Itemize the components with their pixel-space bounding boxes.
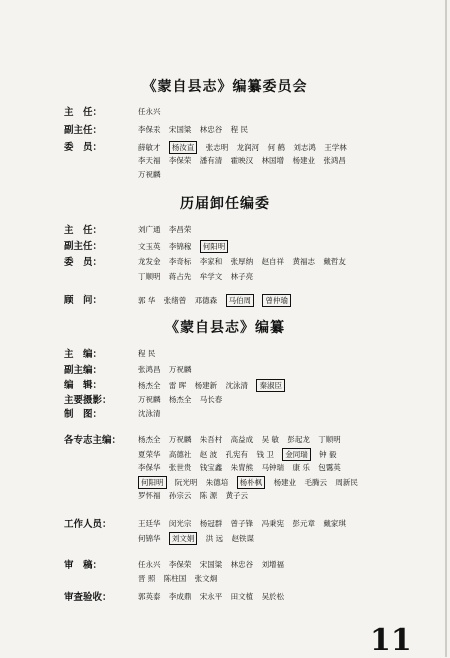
name: 李锦稼 (168, 242, 192, 251)
staff-row-2 (138, 532, 260, 545)
editorial-title: 《蒙自县志》编纂 (165, 320, 285, 336)
chiefs-row-5 (138, 490, 254, 501)
name: 高德社 (168, 450, 192, 459)
name: 朱吾村 (199, 435, 223, 444)
name: 张志明 (205, 143, 229, 152)
name: 张世贵 (168, 463, 192, 472)
editorial-names-cartography (138, 408, 167, 419)
name: 杨杰全 (138, 435, 161, 444)
name: 杨杰全 (168, 395, 192, 404)
editorial-names-editors (138, 379, 291, 392)
name: 张绪曾 (163, 296, 187, 305)
name: 马钟瑞 (261, 463, 285, 472)
name: 蒋占先 (168, 272, 192, 281)
name: 吴於松 (261, 592, 285, 601)
name: 杨杰全 (138, 381, 161, 390)
name: 郭 华 (138, 296, 156, 305)
name: 彭起龙 (287, 435, 310, 444)
chiefs-row-2 (138, 448, 343, 461)
editors-label-deputy: 副主任： (64, 241, 103, 252)
name: 孙宗云 (168, 491, 192, 500)
name: 吴 敏 (261, 435, 279, 444)
editors-names-deputy (138, 240, 234, 253)
name: 万祝麟 (168, 365, 192, 374)
name: 李保汞 (138, 125, 161, 134)
name: 洪 远 (205, 534, 224, 543)
committee-names-director (138, 106, 167, 117)
name: 刘增福 (261, 560, 285, 569)
name: 孔宪有 (225, 450, 249, 459)
name: 钱宝鑫 (199, 463, 223, 472)
committee-names-members-3 (138, 169, 167, 180)
name: 杨冠群 (199, 519, 223, 528)
editorial-names-deputy (138, 364, 197, 375)
name: 赵铁谋 (231, 534, 255, 543)
committee-label-deputy: 副主任： (64, 125, 103, 136)
name: 丁顺明 (318, 435, 341, 444)
name: 毛腾云 (304, 478, 327, 487)
name: 程 民 (230, 125, 249, 134)
name: 刘志鸿 (293, 143, 316, 152)
name: 李奇标 (168, 257, 192, 266)
name: 黄福志 (292, 257, 315, 266)
name: 李家和 (199, 257, 223, 266)
name: 潘有清 (199, 156, 223, 165)
name: 杨建业 (292, 156, 315, 165)
boxed-name: 杨朴枫 (237, 476, 266, 489)
review-row-1 (138, 559, 290, 570)
editorial-label-chief: 主 编： (64, 349, 103, 360)
name: 王学林 (324, 143, 347, 152)
name: 刘广通 (138, 225, 161, 234)
editors-label-members: 委 员： (64, 257, 103, 268)
name: 李保荣 (168, 156, 192, 165)
name: 赵 波 (199, 450, 218, 459)
boxed-name: 马伯周 (226, 294, 255, 307)
name: 马长春 (199, 395, 223, 404)
chiefs-row-4 (138, 476, 364, 489)
name: 杨建业 (273, 478, 297, 487)
committee-title: 《蒙自县志》编纂委员会 (142, 79, 308, 95)
boxed-name: 曾仲瑜 (262, 294, 291, 307)
committee-names-deputy (138, 124, 254, 135)
name: 周新民 (335, 478, 358, 487)
editors-names-advisors (138, 294, 297, 307)
name: 丁顺明 (138, 272, 161, 281)
name: 钱 卫 (256, 450, 274, 459)
editorial-label-photography: 主要摄影： (64, 395, 112, 406)
name: 赵自祥 (261, 257, 285, 266)
name: 何锦华 (138, 534, 161, 543)
editors-label-director: 主 任： (64, 225, 103, 236)
name: 李昌荣 (168, 225, 192, 234)
name: 林忠谷 (230, 560, 254, 569)
name: 陈柱国 (163, 574, 187, 583)
name: 曾子锋 (230, 519, 254, 528)
editors-label-advisors: 顾 问： (64, 295, 103, 306)
committee-names-members-2 (138, 155, 352, 166)
name: 万祝麟 (138, 170, 161, 179)
name: 林忠谷 (199, 125, 223, 134)
editorial-label-editors: 编 辑： (64, 380, 103, 391)
name: 薛敏才 (138, 143, 161, 152)
name: 万祝麟 (138, 395, 161, 404)
name: 罗怀福 (138, 491, 161, 500)
name: 任永兴 (138, 107, 161, 116)
name: 张文炯 (194, 574, 218, 583)
name: 林国增 (261, 156, 285, 165)
name: 宋永平 (199, 592, 223, 601)
review-row-2 (138, 573, 223, 584)
editorial-label-section-chiefs: 各专志主编： (64, 435, 122, 446)
name: 宋国粱 (199, 560, 223, 569)
name: 包霭英 (318, 463, 341, 472)
name: 黄子云 (225, 491, 249, 500)
name: 冯秉宪 (261, 519, 285, 528)
name: 朱胄熊 (230, 463, 254, 472)
boxed-name: 金同瑞 (282, 448, 311, 461)
boxed-name: 杨汝直 (169, 141, 198, 154)
boxed-name: 秦淑臣 (256, 379, 285, 392)
chiefs-row-3 (138, 462, 347, 473)
name: 夏荣华 (138, 450, 161, 459)
name: 雷 晖 (168, 381, 187, 390)
page-number-mark: 11 (370, 623, 412, 658)
staff-row-1 (138, 518, 352, 529)
name: 闵光宗 (168, 519, 192, 528)
name: 晋 照 (138, 574, 156, 583)
name: 何 鹤 (267, 143, 285, 152)
name: 龙润河 (236, 143, 260, 152)
editors-title: 历届卸任编委 (180, 196, 270, 212)
name: 郭英泰 (138, 592, 161, 601)
name: 王廷华 (138, 519, 161, 528)
name: 张鸿昌 (323, 156, 346, 165)
name: 万祝麟 (168, 435, 192, 444)
name: 宋国粱 (168, 125, 192, 134)
name: 沈泳清 (225, 381, 249, 390)
committee-label-director: 主 任： (64, 107, 103, 118)
name: 霍映汉 (230, 156, 254, 165)
name: 李保华 (138, 463, 161, 472)
name: 邓德森 (194, 296, 218, 305)
name: 牟学文 (199, 272, 223, 281)
editorial-label-cartography: 制 图： (64, 409, 103, 420)
editors-names-members-1 (138, 256, 352, 267)
chiefs-row-1 (138, 434, 347, 445)
editorial-names-chief (138, 348, 161, 359)
name: 龙发金 (138, 257, 161, 266)
name: 彭元章 (292, 519, 315, 528)
name: 程 民 (138, 349, 156, 358)
name: 张厚纳 (230, 257, 254, 266)
committee-names-members-1 (138, 141, 353, 154)
name: 田文植 (230, 592, 254, 601)
name: 张鸿昌 (138, 365, 161, 374)
name: 阮光明 (174, 478, 198, 487)
editorial-label-approval: 审查验收： (64, 592, 112, 603)
name: 朱德培 (205, 478, 229, 487)
name: 李天福 (138, 156, 161, 165)
boxed-name: 何阳明 (200, 240, 229, 253)
committee-label-members: 委 员： (64, 142, 103, 153)
name: 杨建新 (194, 381, 218, 390)
name: 高益成 (230, 435, 254, 444)
name: 林子亮 (230, 272, 254, 281)
name: 文玉英 (138, 242, 161, 251)
editors-names-members-2 (138, 271, 259, 282)
editorial-label-staff: 工作人员： (64, 519, 112, 530)
editorial-label-review: 审 稿： (64, 560, 103, 571)
approval-row (138, 591, 290, 602)
name: 康 乐 (292, 463, 310, 472)
name: 戴哲友 (323, 257, 346, 266)
boxed-name: 何阳明 (138, 476, 167, 489)
name: 陈 源 (199, 491, 218, 500)
name: 李保荣 (168, 560, 192, 569)
name: 钟 毅 (319, 450, 337, 459)
editors-names-director (138, 224, 197, 235)
editorial-label-deputy: 副主编： (64, 365, 103, 376)
name: 李成鼎 (168, 592, 192, 601)
editorial-names-photography (138, 394, 228, 405)
name: 沈泳清 (138, 409, 161, 418)
name: 戴家琪 (323, 519, 346, 528)
boxed-name: 刘文娟 (169, 532, 198, 545)
name: 任永兴 (138, 560, 161, 569)
